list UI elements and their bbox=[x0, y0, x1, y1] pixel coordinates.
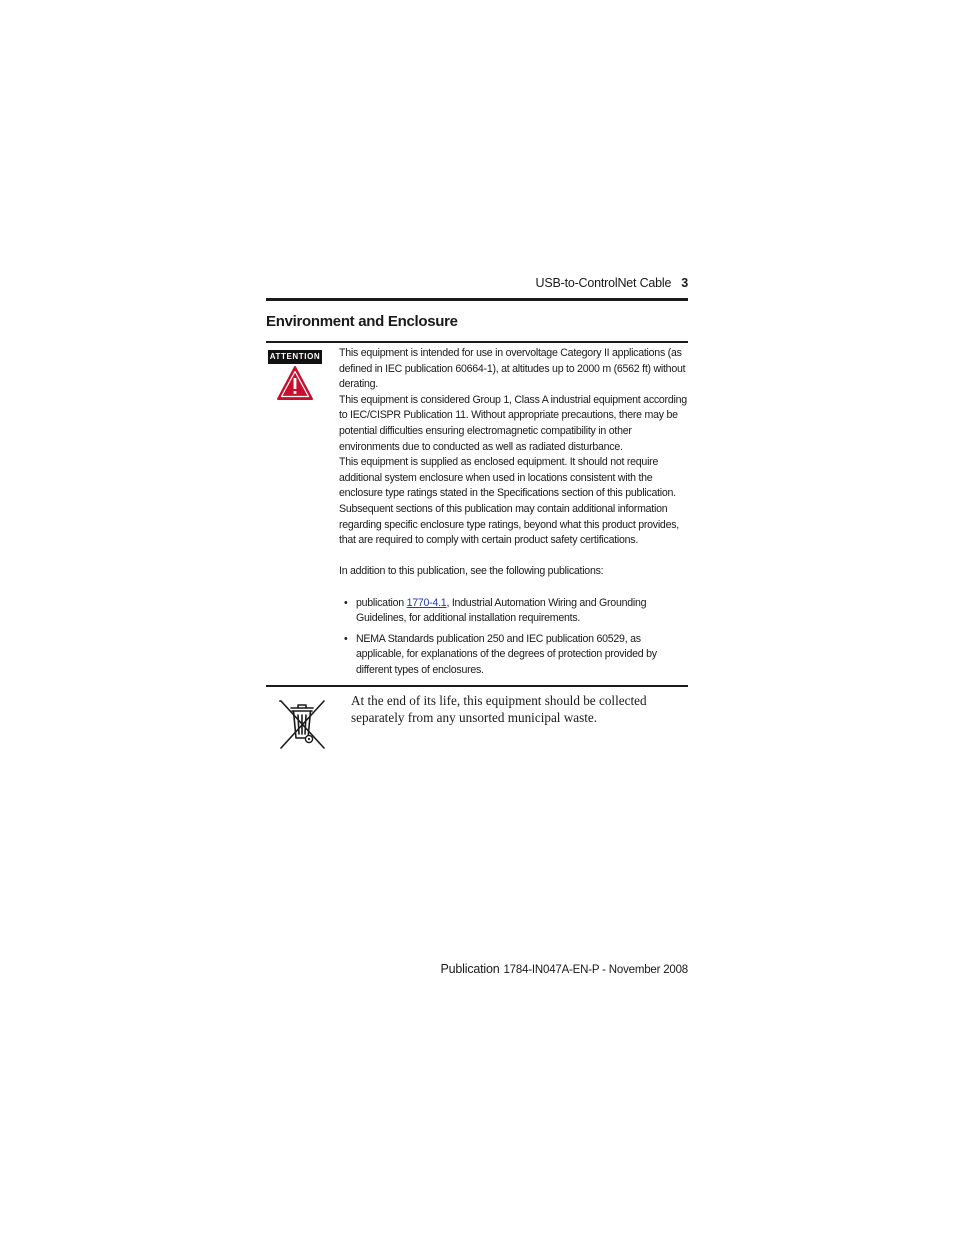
page-number: 3 bbox=[681, 276, 688, 290]
list-item bbox=[339, 596, 689, 627]
running-title: USB-to-ControlNet Cable bbox=[535, 276, 672, 290]
attention-text bbox=[339, 346, 689, 683]
attention-rule bbox=[266, 685, 688, 687]
attention-paragraph: This equipment is considered Group 1, Class A industrial equipment according to IEC/CISPR Publication 11. Without appropriate precautions, there may be potential difficulties ensuring electromagnetic compatibility in other environments due to conducted as well as radiated disturbance. bbox=[339, 393, 687, 453]
weee-disposal-notice: At the end of its life, this equipment should be collected separately from any unsorted municipal waste. bbox=[351, 693, 647, 726]
list-item-prefix: publication bbox=[356, 596, 407, 609]
publication-number: 1784-IN047A-EN-P - November 2008 bbox=[503, 964, 688, 976]
section-title: Environment and Enclosure bbox=[266, 313, 458, 330]
list-item-text: NEMA Standards publication 250 and IEC publication 60529, as applicable, for explanations of the degrees of protection provided by different types of enclosures. bbox=[356, 632, 657, 676]
list-item bbox=[339, 632, 689, 679]
warning-triangle-icon bbox=[276, 365, 314, 401]
list-item-suffix: , Industrial Automation Wiring and Grounding Guidelines, for additional installation requirements. bbox=[356, 596, 647, 625]
attention-badge: ATTENTION bbox=[268, 350, 322, 364]
running-header bbox=[266, 276, 688, 294]
publication-link[interactable]: 1770-4.1 bbox=[406, 596, 447, 609]
attention-paragraph: This equipment is supplied as enclosed equipment. It should not require additional system enclosure when used in locations consistent with the enclosure type ratings stated in the Specifications section of this publication. Subsequent sections of this publication may contain additional information regarding specific enclosure type ratings, beyond what this product provides, that are required to comply with certain product safety certifications. bbox=[339, 456, 679, 547]
publication-footer bbox=[266, 962, 688, 976]
section-rule bbox=[266, 341, 688, 343]
top-rule bbox=[266, 298, 688, 301]
bullet-glyph: • bbox=[344, 596, 348, 609]
publication-list bbox=[339, 596, 689, 679]
bullet-glyph: • bbox=[344, 632, 348, 645]
attention-paragraph: In addition to this publication, see the following publications: bbox=[339, 565, 604, 578]
crossed-out-wheelie-bin-icon bbox=[276, 697, 328, 751]
attention-paragraph: This equipment is intended for use in overvoltage Category II applications (as defined in IEC publication 60664-1), at altitudes up to 2000 m (6562 ft) without derating. bbox=[339, 347, 686, 391]
footer-label: Publication bbox=[440, 962, 500, 976]
